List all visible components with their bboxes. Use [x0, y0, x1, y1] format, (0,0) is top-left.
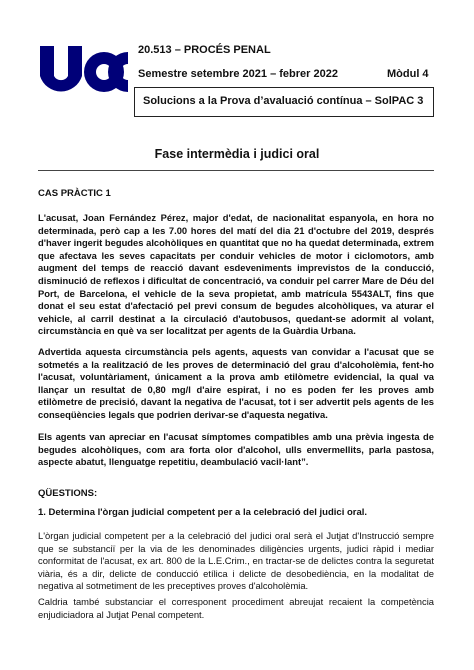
semester-label: Semestre setembre 2021 – febrer 2022 — [138, 68, 338, 80]
questions-heading: QÜESTIONS: — [38, 488, 98, 499]
document-title: Fase intermèdia i judici oral — [154, 147, 320, 161]
answer-paragraph-2: Caldria també substanciar el corresponent procediment abreujat recaient la competència enjudiciadora al Jutjat Penal competent. — [38, 596, 434, 620]
case-paragraph-3: Els agents van apreciar en l'acusat símptomes compatibles amb una prèvia ingesta de begudes alcohòliques, com ara forta olor d'alcohol, ulls envermellits, parla pastosa, aspecte abatut, llenguatge repetitiu, deambulació vacil·lant”. — [38, 431, 434, 468]
course-title: 20.513 – PROCÉS PENAL — [138, 44, 271, 56]
solutions-label: Solucions a la Prova d’avaluació contínua – SolPAC 3 — [143, 95, 424, 107]
case-heading: CAS PRÀCTIC 1 — [38, 188, 111, 199]
solutions-box — [134, 87, 434, 117]
question-1: 1. Determina l'òrgan judicial competent per a la celebració del judici oral. — [38, 507, 368, 518]
title-divider — [38, 170, 434, 171]
answer-paragraph-1: L'òrgan judicial competent per a la celebració del judici oral serà el Jutjat d'Instrucció sempre que se substanciï per la via de les denominades diligències urgents, judici ràpid i mediar conformitat de l'acusat, ex art. 800 de la L.E.Crim., en tractar-se de delictes contra la seguretat viària, és a dir, delicte de conducció etílica i delicte de desobediència, en la modalitat de negativa al sotmetiment de les preceptives proves d'alcoholèmia. — [38, 530, 434, 592]
case-paragraph-1: L'acusat, Joan Fernández Pérez, major d'edat, de nacionalitat espanyola, en hora no determinada, però cap a les 7.00 hores del matí del dia 21 d'octubre del 2019, després d'haver ingerit begudes alcohòliques en quantitat que no ha quedat determinada, extrem que afectava les seves capacitats per conduir vehicles de motor i ciclomotors, amb augment del temps de reacció davant esdeveniments imprevistos de la conducció, disminució de reflexos i dificultat de concentració, va conduir pel carrer Mare de Déu del Port, de Barcelona, el vehicle de la seva propietat, amb matrícula 5543ALT, fins que donat el seu estat d'afectació pel previ consum de begudes alcohòliques, va aturar el vehicle, al carril destinat a la circulació d'autobusos, quedant-se adormit al volant, circumstància en què va ser localitzat per agents de la Guàrdia Urbana. — [38, 212, 434, 337]
case-paragraph-2: Advertida aquesta circumstància pels agents, aquests van convidar a l'acusat que se sotmetés a la realització de les proves de determinació del grau d'alcoholèmia, fent-ho l'acusat, voluntàriament, únicament a la prova amb etilòmetre evidencial, la qual va llançar un resultat de 0,80 mg/l d'aire espirat, i no es poden fer les proves amb etilòmetre de precisió, davant la negativa de l'acusat, tot i ser advertit pels agents de les conseqüències legals que podrien derivar-se d'aquesta negativa. — [38, 346, 434, 420]
module-label: Mòdul 4 — [387, 68, 429, 80]
uoc-logo — [38, 40, 128, 98]
